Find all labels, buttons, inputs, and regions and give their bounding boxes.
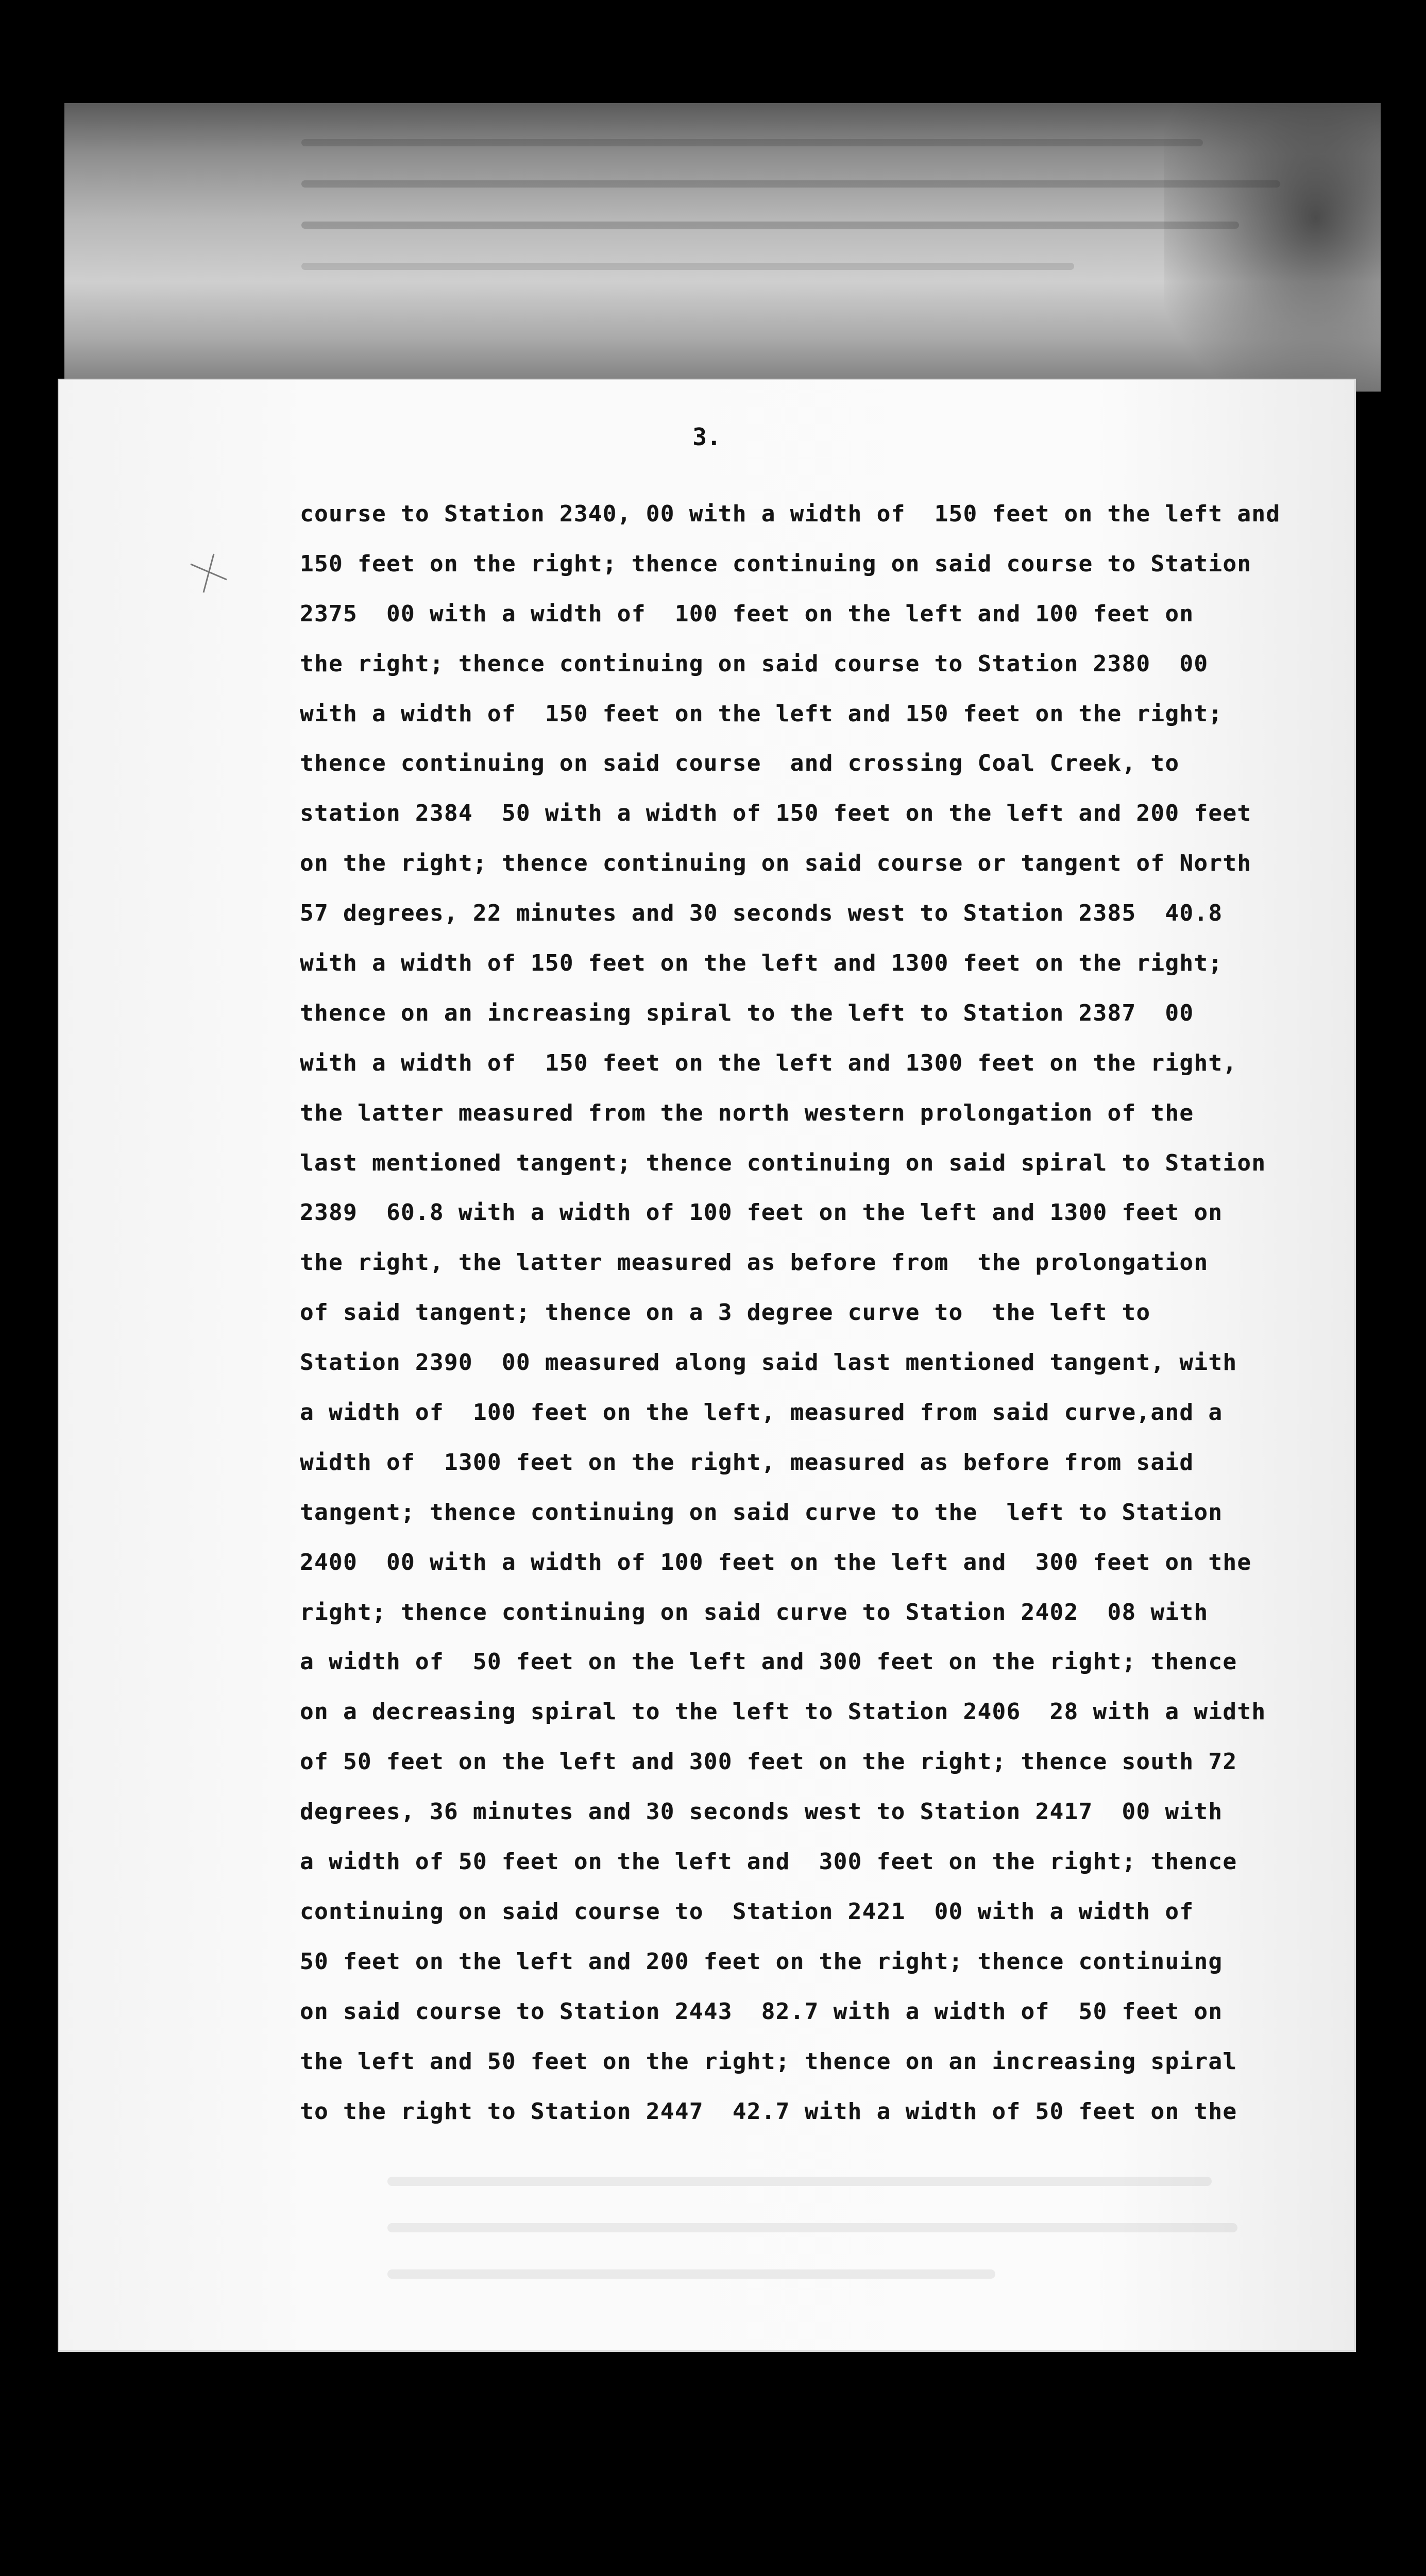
faint-text-line [301, 222, 1239, 229]
text-line: 57 degrees, 22 minutes and 30 seconds west to Station 2385 40.8 [300, 900, 1223, 927]
text-line: of 50 feet on the left and 300 feet on the right; thence south 72 [300, 1749, 1237, 1775]
text-line: 2389 60.8 with a width of 100 feet on the left and 1300 feet on [300, 1199, 1223, 1226]
text-line: degrees, 36 minutes and 30 seconds west to Station 2417 00 with [300, 1799, 1223, 1825]
text-line: continuing on said course to Station 2421 00 with a width of [300, 1898, 1194, 1925]
text-line: width of 1300 feet on the right, measured as before from said [300, 1449, 1194, 1476]
text-line: a width of 100 feet on the left, measured from said curve,and a [300, 1399, 1223, 1426]
text-line: the right; thence continuing on said course to Station 2380 00 [300, 650, 1209, 677]
text-line: a width of 50 feet on the left and 300 feet on the right; thence [300, 1849, 1237, 1875]
document-page [58, 379, 1356, 2352]
text-line: to the right to Station 2447 42.7 with a width of 50 feet on the [300, 2098, 1237, 2125]
text-line: of said tangent; thence on a 3 degree curve to the left to [300, 1299, 1151, 1326]
pencil-mark-icon [185, 549, 232, 595]
bleed-through-text [387, 2223, 1237, 2232]
text-line: on the right; thence continuing on said course or tangent of North [300, 850, 1252, 877]
text-line: right; thence continuing on said curve to Station 2402 08 with [300, 1599, 1209, 1625]
faint-text-line [301, 180, 1280, 188]
text-line: Station 2390 00 measured along said last mentioned tangent, with [300, 1349, 1237, 1376]
text-line: tangent; thence continuing on said curve to the left to Station [300, 1499, 1223, 1526]
text-line: course to Station 2340, 00 with a width of 150 feet on the left and [300, 501, 1281, 527]
text-line: thence continuing on said course and crossing Coal Creek, to [300, 750, 1180, 777]
text-line: with a width of 150 feet on the left and 1300 feet on the right; [300, 950, 1223, 977]
text-line: the left and 50 feet on the right; thence on an increasing spiral [300, 2048, 1237, 2075]
folded-previous-sheet [64, 103, 1381, 392]
text-line: the latter measured from the north western prolongation of the [300, 1099, 1194, 1126]
body-text [300, 489, 1351, 2137]
text-line: 50 feet on the left and 200 feet on the right; thence continuing [300, 1948, 1223, 1975]
text-line: thence on an increasing spiral to the left to Station 2387 00 [300, 999, 1194, 1026]
text-line: the right, the latter measured as before from the prolongation [300, 1249, 1209, 1276]
page-number: 3. [692, 423, 721, 451]
text-line: on said course to Station 2443 82.7 with a width of 50 feet on [300, 1998, 1223, 2025]
text-line: with a width of 150 feet on the left and 1300 feet on the right, [300, 1049, 1237, 1076]
bleed-through-text [387, 2269, 995, 2279]
faint-text-line [301, 263, 1074, 270]
faint-text-line [301, 139, 1203, 146]
text-line: 2375 00 with a width of 100 feet on the left and 100 feet on [300, 600, 1194, 627]
text-line: a width of 50 feet on the left and 300 feet on the right; thence [300, 1649, 1237, 1675]
text-line: on a decreasing spiral to the left to Station 2406 28 with a width [300, 1699, 1266, 1725]
text-line: station 2384 50 with a width of 150 feet on the left and 200 feet [300, 800, 1252, 827]
text-line: with a width of 150 feet on the left and 150 feet on the right; [300, 700, 1223, 727]
text-line: last mentioned tangent; thence continuing on said spiral to Station [300, 1149, 1266, 1176]
text-line: 150 feet on the right; thence continuing on said course to Station [300, 550, 1252, 577]
text-line: 2400 00 with a width of 100 feet on the left and 300 feet on the [300, 1549, 1252, 1575]
bleed-through-text [387, 2177, 1212, 2186]
